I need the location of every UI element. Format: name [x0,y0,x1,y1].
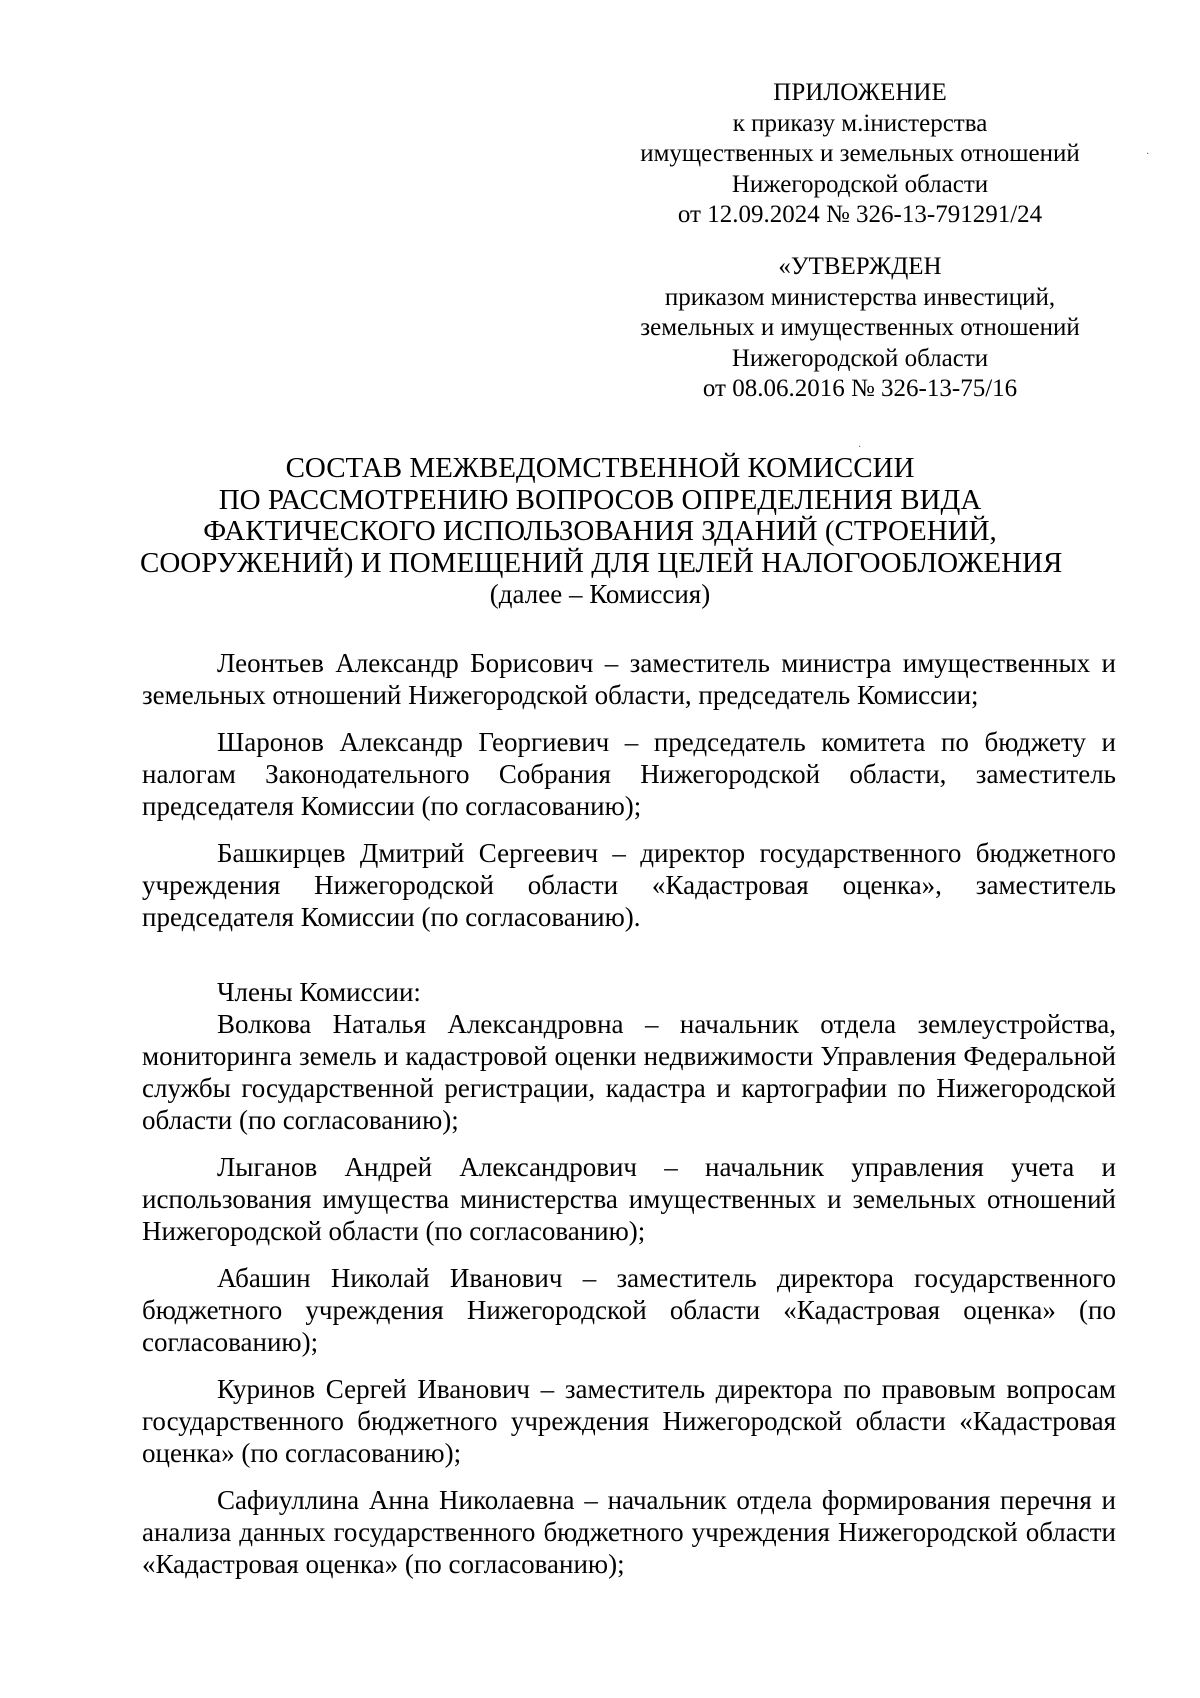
member-entry: Сафиуллина Анна Николаевна – начальник отдела формирования перечня и анализа данных государственного бюджетного учреждения Нижегородской области «Кадастровая оценка» (по согласованию); [142,1485,1116,1579]
appendix-line: имущественных и земельных отношений [640,140,1080,167]
title-line: ФАКТИЧЕСКОГО ИСПОЛЬЗОВАНИЯ ЗДАНИЙ (СТРОЕНИЙ, [203,515,997,547]
title-line: СОСТАВ МЕЖВЕДОМСТВЕННОЙ КОМИССИИ [285,452,915,484]
approval-header [600,252,1120,405]
member-entry: Лыганов Андрей Александрович – начальник управления учета и использования имущества министерства имущественных и земельных отношений Нижегородской области (по согласованию); [142,1152,1116,1246]
commission-leadership [142,647,1116,933]
title-subtitle: (далее – Комиссия) [489,579,711,609]
approval-heading: «УТВЕРЖДЕН [778,253,942,280]
leader-entry-chairman: Леонтьев Александр Борисович – заместитель министра имущественных и земельных отношений Нижегородской области, председатель Комиссии; [142,648,1116,710]
members-heading: Члены Комиссии: [217,977,421,1007]
member-entry: Абашин Николай Иванович – заместитель директора государственного бюджетного учреждения Нижегородской области «Кадастровая оценка» (по согласованию); [142,1263,1116,1357]
title-line: ПО РАССМОТРЕНИЮ ВОПРОСОВ ОПРЕДЕЛЕНИЯ ВИДА [218,483,982,516]
appendix-heading: ПРИЛОЖЕНИЕ [773,79,947,106]
leader-entry-deputy: Башкирцев Дмитрий Сергеевич – директор государственного бюджетного учреждения Нижегородской области «Кадастровая оценка», заместитель председателя Комиссии (по согласованию). [142,838,1116,932]
appendix-line: Нижегородской области [731,170,989,198]
commission-members [142,1008,1116,1580]
title-line: СООРУЖЕНИЙ) И ПОМЕЩЕНИЙ ДЛЯ ЦЕЛЕЙ НАЛОГООБЛОЖЕНИЯ [140,546,1063,579]
member-entry: Куринов Сергей Иванович – заместитель директора по правовым вопросам государственного бюджетного учреждения Нижегородской области «Кадастровая оценка» (по согласованию); [142,1374,1116,1468]
scan-artifact-mark: · [1146,149,1150,160]
document-title [140,452,1063,611]
scan-artifact-mark: · [858,442,862,453]
appendix-header [600,78,1120,231]
leader-entry-deputy: Шаронов Александр Георгиевич – председатель комитета по бюджету и налогам Законодательного Собрания Нижегородской области, заместитель председателя Комиссии (по согласованию); [142,727,1116,821]
appendix-line: к приказу м.інистерства [732,109,988,137]
member-entry: Волкова Наталья Александровна – начальник отдела землеустройства, мониторинга земель и кадастровой оценки недвижимости Управления Федеральной службы государственной регистрации, кадастра и картографии по Нижегородской области (по согласованию); [142,1009,1116,1135]
approval-order-reference: от 08.06.2016 № 326-13-75/16 [702,375,1018,402]
approval-line: земельных и имущественных отношений [640,314,1080,341]
appendix-order-reference: от 12.09.2024 № 326-13-791291/24 [677,201,1043,228]
approval-line: Нижегородской области [731,344,989,372]
approval-line: приказом министерства инвестиций, [664,283,1056,311]
